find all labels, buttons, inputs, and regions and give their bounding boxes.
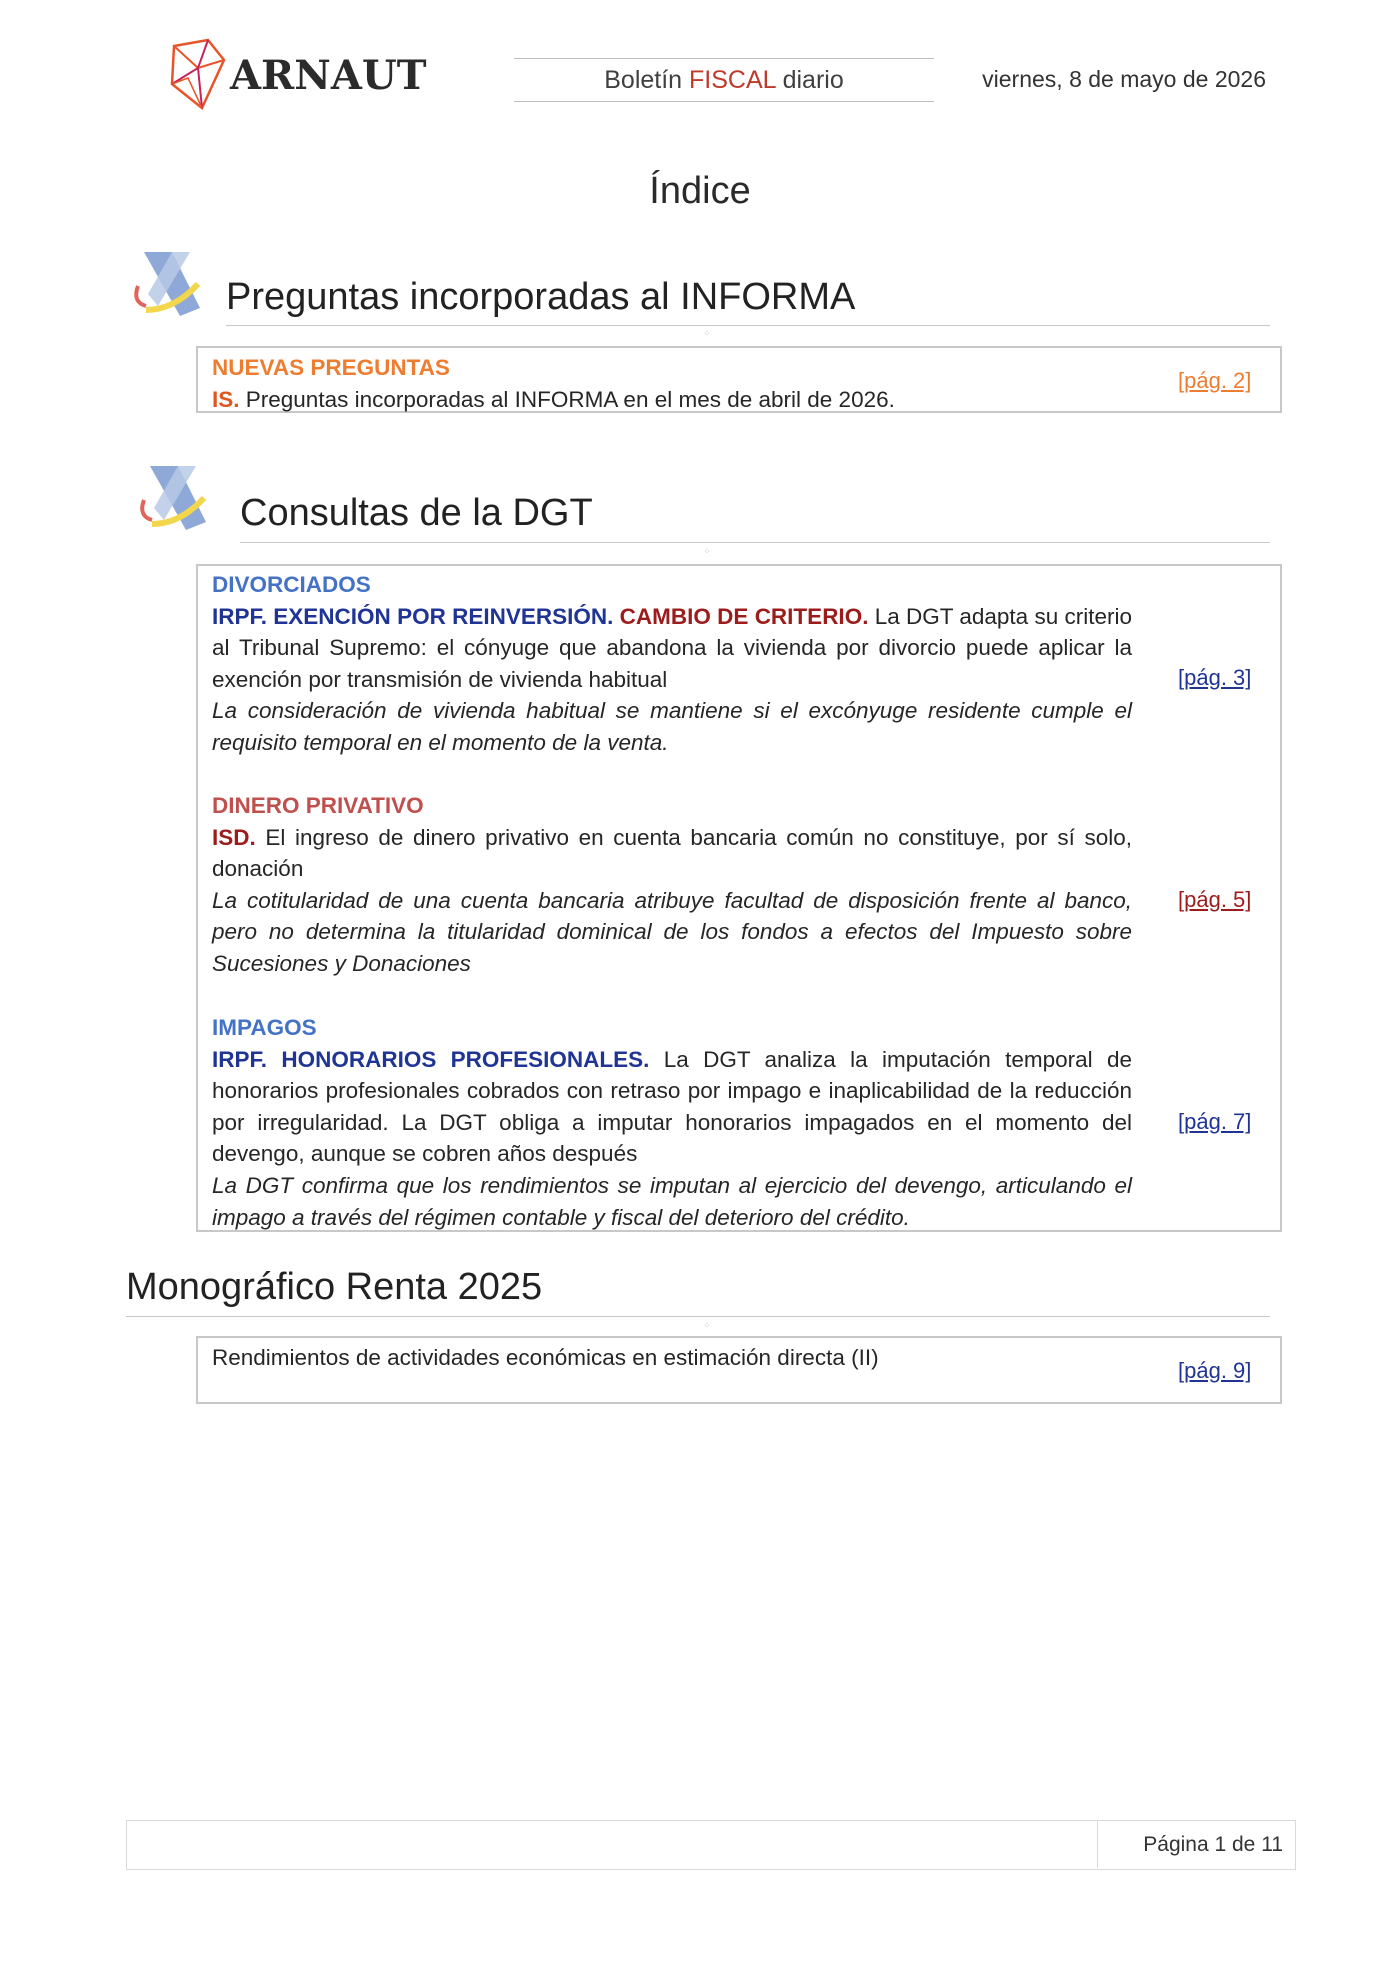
entry-summary: La consideración de vivienda habitual se mantiene si el excónyuge residente cumple el requisito temporal en el momento de la venta. bbox=[212, 698, 1132, 755]
page-link-7[interactable]: [pág. 7] bbox=[1178, 1109, 1252, 1134]
entry-body: La DGT analiza la imputación temporal de honorarios profesionales cobrados con retraso por impago e inaplicabilidad de la reducción por irregularidad. La DGT obliga a imputar honorarios impagados en el momento del devengo, aunque se cobren años después bbox=[212, 1046, 1132, 1167]
anchor-marker: ⁘ bbox=[703, 547, 711, 556]
entry-text bbox=[212, 1044, 1132, 1170]
monografico-box bbox=[196, 1336, 1282, 1404]
entry-category: DIVORCIADOS bbox=[212, 572, 371, 597]
section-divider bbox=[240, 542, 1270, 543]
aeat-logo-icon bbox=[134, 460, 214, 540]
page-number: Página 1 de 11 bbox=[1143, 1833, 1283, 1856]
entry-summary: La cotitularidad de una cuenta bancaria atribuye facultad de disposición frente al banco, pero no determina la titularidad dominical de los fondos a efectos del Impuesto sobre Sucesiones y Donaciones bbox=[212, 887, 1132, 976]
entry-lead: IRPF. EXENCIÓN POR REINVERSIÓN. bbox=[212, 603, 614, 629]
entry-lead-secondary: CAMBIO DE CRITERIO. bbox=[619, 603, 869, 629]
entry-category: DINERO PRIVATIVO bbox=[212, 793, 424, 818]
section-title-monografico: Monográfico Renta 2025 bbox=[126, 1266, 543, 1308]
entry-lead: ISD. bbox=[212, 824, 256, 850]
entry-category: NUEVAS PREGUNTAS bbox=[212, 355, 450, 380]
entry-body: Preguntas incorporadas al INFORMA en el mes de abril de 2026. bbox=[239, 386, 895, 412]
section-divider bbox=[126, 1316, 1270, 1317]
page-link-9[interactable]: [pág. 9] bbox=[1178, 1358, 1252, 1383]
entry-category: IMPAGOS bbox=[212, 1015, 317, 1040]
page-link-3[interactable]: [pág. 3] bbox=[1178, 665, 1252, 690]
page-link-2[interactable]: [pág. 2] bbox=[1178, 368, 1252, 393]
footer-divider bbox=[1097, 1821, 1098, 1868]
list-item bbox=[212, 352, 1132, 415]
index-title: Índice bbox=[649, 170, 751, 212]
list-item bbox=[212, 1012, 1132, 1233]
section-divider bbox=[226, 325, 1270, 326]
entry-text bbox=[212, 601, 1132, 696]
brand-name: ARNAUT bbox=[230, 52, 427, 99]
anchor-marker: ⁘ bbox=[703, 1321, 711, 1330]
entry-text bbox=[212, 822, 1132, 885]
aeat-logo-icon bbox=[128, 246, 208, 326]
entry-text bbox=[212, 384, 1132, 416]
logo-mark-icon bbox=[168, 38, 228, 114]
entry-summary: La DGT confirma que los rendimientos se imputan al ejercicio del devengo, articulando el impago a través del régimen contable y fiscal del deterioro del crédito. bbox=[212, 1172, 1132, 1230]
entry-lead: IS. bbox=[212, 386, 240, 412]
bulletin-suffix: diario bbox=[775, 66, 844, 94]
entry-body: La DGT adapta su criterio al Tribunal Supremo: el cónyuge que abandona la vivienda por divorcio puede aplicar la exención por transmisión de vivienda habitual bbox=[212, 603, 1132, 692]
entry-text: Rendimientos de actividades económicas en estimación directa (II) bbox=[212, 1345, 879, 1370]
section-title-informa: Preguntas incorporadas al INFORMA bbox=[226, 276, 856, 318]
list-item bbox=[212, 790, 1132, 980]
informa-box bbox=[196, 346, 1282, 413]
page-footer bbox=[126, 1820, 1296, 1870]
list-item bbox=[212, 569, 1132, 759]
anchor-marker: ⁘ bbox=[703, 329, 711, 338]
arnaut-logo bbox=[168, 38, 427, 114]
bulletin-prefix: Boletín bbox=[604, 66, 690, 94]
page-link-5[interactable]: [pág. 5] bbox=[1178, 887, 1252, 912]
section-title-dgt: Consultas de la DGT bbox=[240, 492, 593, 534]
list-item bbox=[212, 1342, 1132, 1374]
entry-lead: IRPF. HONORARIOS PROFESIONALES. bbox=[212, 1046, 650, 1072]
bulletin-title bbox=[514, 58, 934, 102]
bulletin-date: viernes, 8 de mayo de 2026 bbox=[982, 66, 1266, 92]
entry-body: El ingreso de dinero privativo en cuenta bancaria común no constituye, por sí solo, donación bbox=[212, 824, 1132, 882]
bulletin-highlight: FISCAL bbox=[689, 66, 776, 94]
dgt-box bbox=[196, 564, 1282, 1232]
